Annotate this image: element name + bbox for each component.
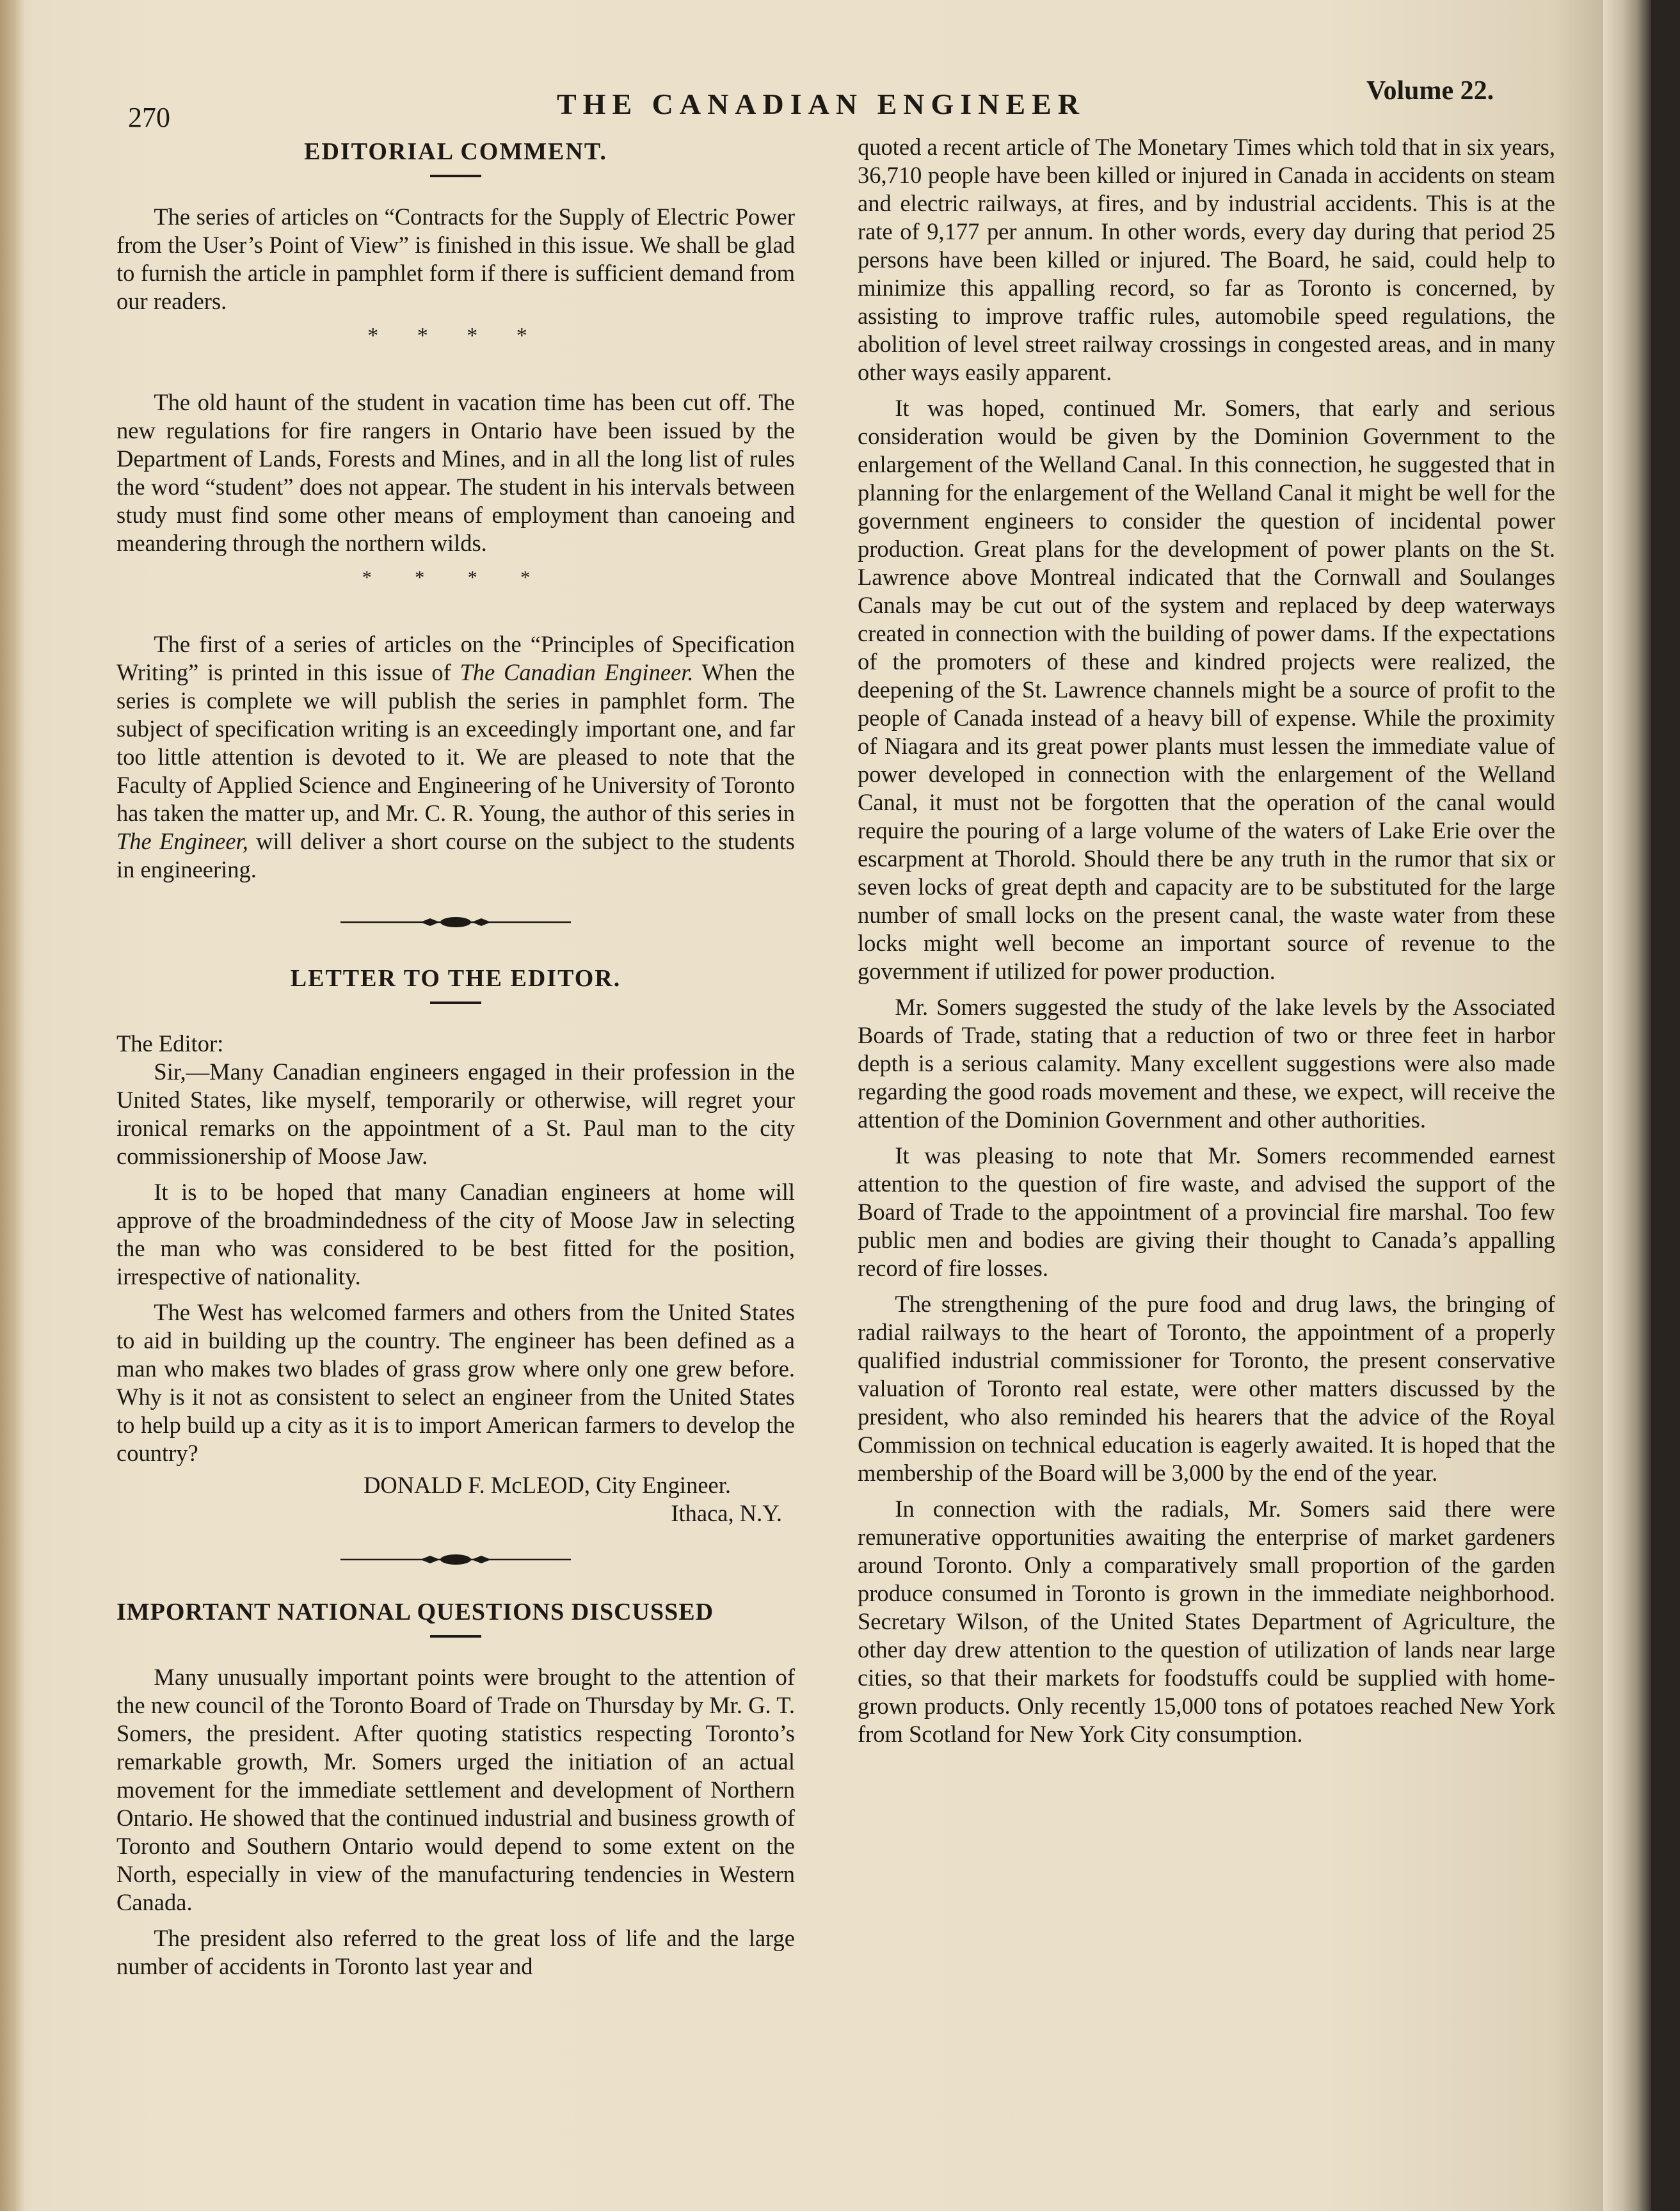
volume-label: Volume 22.	[1366, 76, 1494, 106]
text-run: The first of a series of articles on the “Principles of Specification Writing” is printed in this issue of	[116, 631, 795, 685]
heading-rule	[430, 175, 481, 177]
heading-rule	[430, 1002, 481, 1004]
editorial-paragraph: The old haunt of the student in vacation time has been cut off. The new regulations for fire rangers in Ontario have been issued by the Department of Lands, Forests and Mines, and in all the long list of rules the word “student” does not appear. The student in his intervals between study must find some other means of employment than canoeing and meandering through the northern wilds.	[116, 389, 795, 556]
letter-salutation: The Editor:	[116, 1030, 224, 1057]
letter-signature-place: Ithaca, N.Y.	[671, 1500, 782, 1526]
running-header	[0, 76, 1651, 133]
italic-title: The Canadian Engineer.	[460, 659, 694, 685]
editorial-paragraph	[116, 630, 795, 884]
divider-ornament-icon	[340, 916, 571, 929]
divider-ornament-icon	[340, 1553, 571, 1566]
article-paragraph: In connection with the radials, Mr. Somers said there were remunerative opportunities awaiting the enterprise of market gardeners around Toronto. Only a comparatively small proportion of the garden produce consumed in Toronto is grown in the immediate neighborhood. Secretary Wilson, of the United States Department of Agriculture, the other day drew attention to the question of utilization of lands near large cities, so that their markets for foodstuffs could be supplied with home-grown products. Only recently 15,000 tons of potatoes reached New York from Scotland for New York City consumption.	[858, 1496, 1555, 1747]
editorial-heading: EDITORIAL COMMENT.	[304, 138, 607, 165]
article-paragraph: The strengthening of the pure food and drug laws, the bringing of radial railways to the heart of Toronto, the appointment of a properly qualified industrial commissioner for Toronto, the present conservative valuation of Toronto real estate, were other matters discussed by the president, who also reminded his hearers that the advice of the Royal Commission on technical education is eagerly awaited. It is hoped that the membership of the Board will be 3,000 by the end of the year.	[858, 1291, 1555, 1486]
page-number: 270	[128, 102, 170, 133]
article-paragraph: The president also referred to the great loss of life and the large number of accidents in Toronto last year and	[116, 1925, 795, 1979]
editorial-paragraph: The series of articles on “Contracts for the Supply of Electric Power from the User’s Point of View” is finished in this issue. We shall be glad to furnish the article in pamphlet form if there is sufficient demand from our readers.	[116, 204, 795, 314]
letter-paragraph: It is to be hoped that many Canadian engineers at home will approve of the broadmindedness of the city of Moose Jaw in selecting the man who was considered to be best fitted for the position, irrespective of nationality.	[116, 1179, 795, 1289]
national-questions-heading: IMPORTANT NATIONAL QUESTIONS DISCUSSED	[116, 1599, 714, 1625]
page-edge-shadow	[1603, 0, 1651, 2211]
italic-title: The Engineer,	[116, 828, 248, 854]
heading-rule	[430, 1635, 481, 1638]
left-column	[116, 138, 795, 1981]
article-paragraph: Mr. Somers suggested the study of the lake levels by the Associated Boards of Trade, stating that a reduction of two or three feet in harbor depth is a serious calamity. Many excellent suggestions were also made regarding the good roads movement and these, we expect, will receive the attention of the Dominion Government and other authorities.	[858, 994, 1555, 1133]
section-separator: * * * *	[367, 324, 544, 347]
right-column	[858, 133, 1555, 1748]
ornamental-divider	[116, 916, 795, 929]
letter-heading: LETTER TO THE EDITOR.	[290, 965, 621, 992]
text-run: When the series is complete we will publish the series in pamphlet form. The subject of specification writing is an exceedingly important one, and far too little attention is devoted to it. We are pleased to note that the Faculty of Applied Science and Engineering of he University of Toronto has taken the matter up, and Mr. C. R. Young, the author of this series in	[116, 659, 796, 826]
letter-paragraph: The West has welcomed farmers and others from the United States to aid in building up the country. The engineer has been defined as a man who makes two blades of grass grow where only one grew before. Why is it not as consistent to select an engineer from the United States to help build up a city as it is to import American farmers to develop the country?	[116, 1299, 795, 1466]
page-spine-shadow	[0, 0, 24, 2211]
text-run: will deliver a short course on the subject to the students in engineering.	[116, 828, 796, 882]
article-paragraph: It was hoped, continued Mr. Somers, that early and serious consideration would be given by the Dominion Government to the enlargement of the Welland Canal. In this connection, he suggested that in planning for the enlargement of the Welland Canal it might be well for the government engineers to consider the question of incidental power production. Great plans for the development of power plants on the St. Lawrence above Montreal indicated that the Cornwall and Soulanges Canals may be cut out of the system and replaced by deep waterways created in connection with the building of power dams. If the expectations of the promoters of these and kindred projects were realized, the deepening of the St. Lawrence channels might be a source of profit to the people of Canada instead of a heavy bill of expense. While the proximity of Niagara and its great power plants must lessen the immediate value of power developed in connection with the enlargement of the Welland Canal, it must not be forgotten that the operation of the canal would require the pouring of a large volume of the waters of Lake Erie over the escarpment at Thorold. Should there be any truth in the rumor that six or seven locks of great depth and capacity are to be substituted for the large number of small locks on the present canal, the waste water from these locks might well become an important source of revenue to the government if utilized for power production.	[858, 395, 1555, 984]
article-paragraph: Many unusually important points were brought to the attention of the new council of the Toronto Board of Trade on Thursday by Mr. G. T. Somers, the president. After quoting statistics respecting Toronto’s remarkable growth, Mr. Somers urged the initiation of an actual movement for the immediate settlement and development of Northern Ontario. He showed that the continued industrial and business growth of Toronto and Southern Ontario would depend to some extent on the North, especially in view of the manufacturing tendencies in Western Canada.	[116, 1664, 795, 1915]
journal-title: THE CANADIAN ENGINEER	[557, 88, 1085, 120]
article-paragraph: It was pleasing to note that Mr. Somers recommended earnest attention to the question of fire waste, and advised the support of the Board of Trade to the appointment of a provincial fire marshal. Too few public men and bodies are giving their thought to Canada’s appalling record of fire losses.	[858, 1142, 1555, 1281]
letter-signature-name: DONALD F. McLEOD, City Engineer.	[364, 1472, 731, 1498]
section-separator: * * * *	[362, 567, 550, 588]
ornamental-divider	[116, 1553, 795, 1566]
letter-paragraph: Sir,—Many Canadian engineers engaged in their profession in the United States, like myself, temporarily or otherwise, will regret your ironical remarks on the appointment of a St. Paul man to the city commissionership of Moose Jaw.	[116, 1058, 795, 1169]
article-paragraph-continued: quoted a recent article of The Monetary Times which told that in six years, 36,710 people have been killed or injured in Canada in accidents on steam and electric railways, at fires, and by industrial accidents. This is at the rate of 9,177 per annum. In other words, every day during that period 25 persons have been killed or injured. The Board, he said, could help to minimize this appalling record, so far as Toronto is concerned, by assisting to improve traffic rules, automobile speed regulations, the abolition of level street railway crossings in congested areas, and in many other ways easily apparent.	[858, 134, 1556, 385]
